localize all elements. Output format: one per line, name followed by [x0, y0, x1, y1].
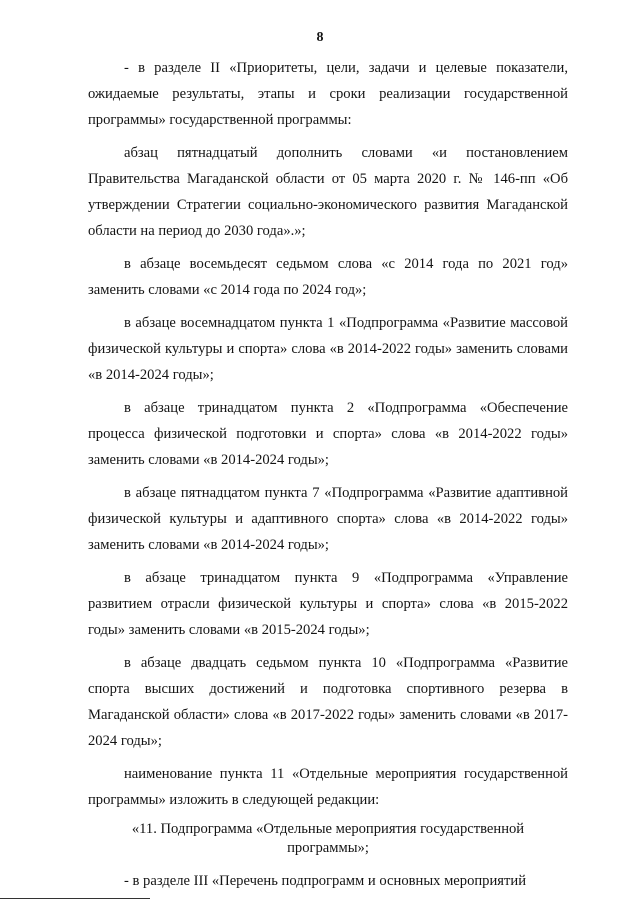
- paragraph-section-3: - в разделе III «Перечень подпрограмм и основных мероприятий: [124, 873, 526, 889]
- paragraph-punkt-2: в абзаце тринадцатом пункта 2 «Подпрограмма «Обеспечение процесса физической подготовки и спорта» слова «в 2014-2022 годы» заменить словами «в 2014-2024 годы»;: [88, 400, 568, 468]
- footer-rule: [0, 898, 150, 899]
- paragraph-section-2: - в разделе II «Приоритеты, цели, задачи и целевые показатели, ожидаемые результаты, этапы и сроки реализации государственной программы» государственной программы:: [88, 60, 568, 128]
- paragraph-punkt-1: в абзаце восемнадцатом пункта 1 «Подпрограмма «Развитие массовой физической культуры и спорта» слова «в 2014-2022 годы» заменить словами «в 2014-2024 годы»;: [88, 315, 568, 383]
- paragraph-punkt-11: наименование пункта 11 «Отдельные мероприятия государственной программы» изложить в следующей редакции:: [88, 766, 568, 808]
- page-number: 8: [316, 30, 324, 45]
- paragraph-punkt-7: в абзаце пятнадцатом пункта 7 «Подпрограмма «Развитие адаптивной физической культуры и адаптивного спорта» слова «в 2014-2022 годы» заменить словами «в 2014-2024 годы»;: [88, 485, 568, 553]
- paragraph-punkt-10: в абзаце двадцать седьмом пункта 10 «Подпрограмма «Развитие спорта высших достижений и подготовка спортивного резерва в Магаданской области» слова «в 2017-2022 годы» заменить словами «в 2017-2024 годы»;: [88, 655, 568, 749]
- quoted-heading: «11. Подпрограмма «Отдельные мероприятия государственной программы»;: [131, 821, 525, 856]
- paragraph-abzac-87: в абзаце восемьдесят седьмом слова «с 2014 года по 2021 год» заменить словами «с 2014 года по 2024 год»;: [88, 256, 568, 298]
- document-body: [88, 55, 568, 901]
- paragraph-abzac-15: абзац пятнадцатый дополнить словами «и постановлением Правительства Магаданской области от 05 марта 2020 г. № 146-пп «Об утверждении Стратегии социально-экономического развития Магаданской области на период до 2030 года».»;: [88, 145, 568, 239]
- paragraph-punkt-9: в абзаце тринадцатом пункта 9 «Подпрограмма «Управление развитием отрасли физической культуры и спорта» слова «в 2015-2022 годы» заменить словами «в 2015-2024 годы»;: [88, 570, 568, 638]
